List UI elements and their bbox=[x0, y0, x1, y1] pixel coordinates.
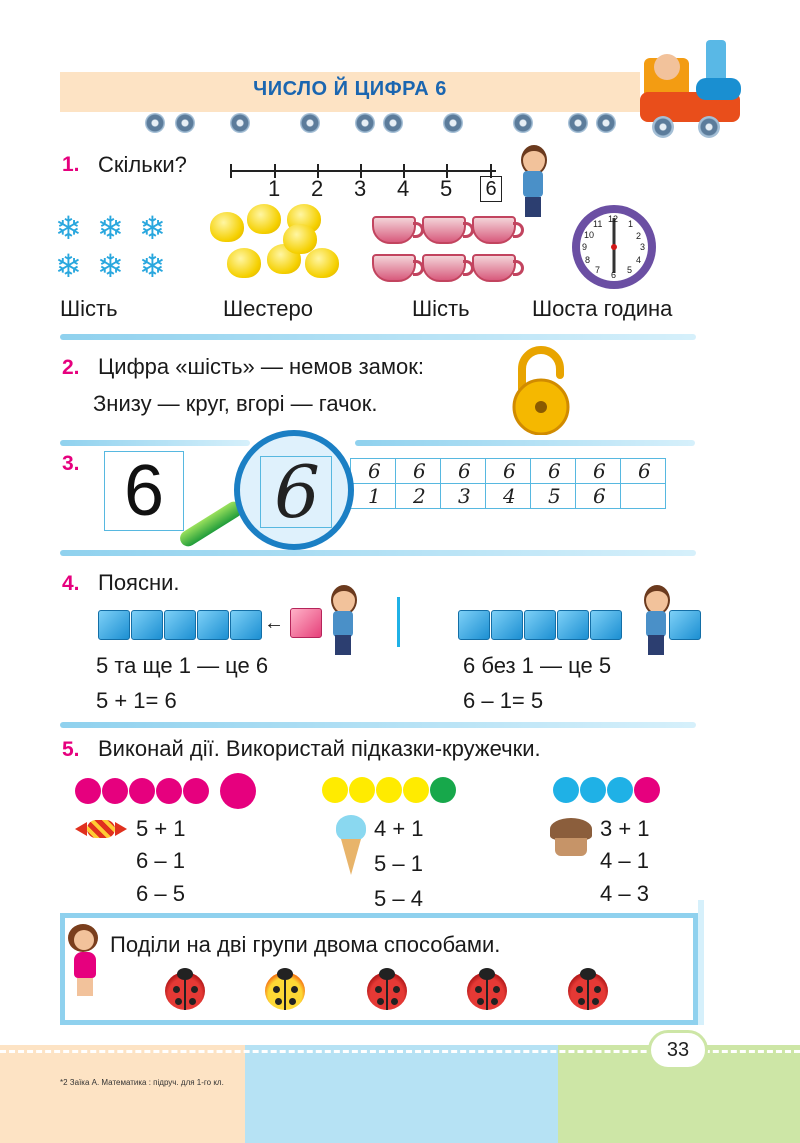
copy-digit: 6 bbox=[593, 459, 606, 483]
clock-number: 1 bbox=[628, 219, 634, 229]
hint-dots-3 bbox=[553, 777, 673, 805]
label-six-oclock: Шоста година bbox=[532, 296, 673, 321]
magnifier-icon bbox=[172, 430, 362, 555]
vertical-divider bbox=[397, 597, 400, 647]
label-six-chicks: Шестеро bbox=[223, 296, 313, 321]
ex5-col3-expr: 4 – 1 bbox=[600, 848, 649, 873]
numberline-tick-label: 3 bbox=[354, 176, 367, 201]
ladybug-icon bbox=[367, 972, 407, 1010]
hint-dots-2 bbox=[322, 777, 482, 805]
clock-number: 12 bbox=[608, 214, 619, 224]
label-six-cups: Шість bbox=[412, 296, 470, 321]
ex5-number: 5. bbox=[62, 738, 80, 761]
cups-group bbox=[370, 214, 530, 289]
numberline-boxed-label: 6 bbox=[480, 176, 502, 202]
ex4-number: 4. bbox=[62, 572, 80, 595]
boy-illustration bbox=[515, 145, 555, 220]
ex5-col3-expr: 3 + 1 bbox=[600, 816, 650, 841]
ex5-col1-expr: 6 – 5 bbox=[136, 881, 185, 906]
ladybug-icon bbox=[165, 972, 205, 1010]
snowflakes-group: ❄ ❄ ❄ ❄ ❄ ❄ bbox=[55, 210, 166, 284]
chicks-group bbox=[205, 200, 345, 290]
magnified-digit: 6 bbox=[274, 450, 320, 534]
cubes-left bbox=[98, 610, 338, 645]
boy-illustration bbox=[638, 585, 678, 655]
section-divider bbox=[60, 550, 696, 556]
copy-digit: 6 bbox=[458, 459, 471, 483]
ladybugs-row bbox=[165, 968, 615, 1014]
clock-number: 5 bbox=[627, 265, 633, 275]
clock-number: 11 bbox=[593, 219, 603, 229]
numberline-tick-label: 2 bbox=[311, 176, 324, 201]
ex1-question: Скільки? bbox=[98, 152, 187, 177]
clock-number: 10 bbox=[584, 230, 595, 240]
numberline-tick-label: 4 bbox=[397, 176, 410, 201]
copy-digit: 5 bbox=[548, 484, 561, 508]
label-six-snowflakes: Шість bbox=[60, 296, 118, 321]
ex5-col2-expr: 4 + 1 bbox=[374, 816, 424, 841]
section-divider bbox=[60, 722, 696, 728]
bonus-box-accent bbox=[698, 900, 704, 1025]
arrow-icon: ← bbox=[264, 612, 284, 634]
numberline-tick-label: 5 bbox=[440, 176, 453, 201]
copy-digit: 2 bbox=[413, 484, 426, 508]
ex5-col2-expr: 5 – 1 bbox=[374, 851, 423, 876]
train-wheels bbox=[145, 113, 625, 135]
ladybug-icon bbox=[467, 972, 507, 1010]
cupcake-icon bbox=[548, 818, 594, 858]
page-number-badge: 33 bbox=[648, 1030, 708, 1070]
footer-band-orange bbox=[0, 1045, 245, 1143]
clock-number: 2 bbox=[636, 231, 642, 241]
section-divider bbox=[60, 334, 696, 340]
page-title: ЧИСЛО Й ЦИФРА 6 bbox=[253, 78, 447, 100]
girl-illustration bbox=[66, 924, 106, 999]
copy-digit: 6 bbox=[368, 459, 381, 483]
padlock-icon bbox=[508, 345, 574, 435]
clock-number: 9 bbox=[582, 242, 588, 252]
candy-icon bbox=[75, 818, 127, 840]
ex1-number: 1. bbox=[62, 153, 80, 176]
clock-number: 3 bbox=[640, 242, 646, 252]
ex5-prompt: Виконай дії. Використай підказки-кружечки. bbox=[98, 736, 541, 761]
ex5-col1-expr: 5 + 1 bbox=[136, 816, 186, 841]
ex2-line1: Цифра «шість» — немов замок: bbox=[98, 354, 424, 379]
clock-number: 6 bbox=[611, 270, 617, 280]
clock-number: 7 bbox=[595, 265, 601, 275]
bonus-text: Поділи на дві групи двома способами. bbox=[110, 932, 501, 957]
copy-digit: 3 bbox=[458, 484, 471, 508]
big-digit: 6 bbox=[123, 451, 165, 531]
copy-digit: 6 bbox=[503, 459, 516, 483]
copy-digit: 1 bbox=[368, 484, 381, 508]
ice-cream-icon bbox=[333, 815, 369, 877]
ex2-number: 2. bbox=[62, 356, 80, 379]
hint-dots-1 bbox=[75, 773, 265, 809]
ex2-line2: Знизу — круг, вгорі — гачок. bbox=[93, 391, 378, 416]
footer-band-blue bbox=[245, 1045, 558, 1143]
copy-digit: 6 bbox=[593, 484, 606, 508]
writing-grid bbox=[350, 458, 690, 510]
copy-digit: 6 bbox=[548, 459, 561, 483]
footer-note: *2 Заїка А. Математика : підруч. для 1-го кл. bbox=[60, 1078, 224, 1087]
clock-icon bbox=[570, 203, 658, 291]
ex4-right-line2: 6 – 1= 5 bbox=[463, 688, 544, 713]
copy-digit: 6 bbox=[413, 459, 426, 483]
ladybug-icon bbox=[265, 972, 305, 1010]
ex3-number: 3. bbox=[62, 452, 80, 475]
copy-digit: 6 bbox=[638, 459, 651, 483]
ex4-left-line2: 5 + 1= 6 bbox=[96, 688, 177, 713]
ex5-col3-expr: 4 – 3 bbox=[600, 881, 649, 906]
clock-number: 8 bbox=[585, 255, 591, 265]
ex4-left-line1: 5 та ще 1 — це 6 bbox=[96, 653, 269, 678]
ladybug-icon bbox=[568, 972, 608, 1010]
ex4-prompt: Поясни. bbox=[98, 570, 180, 595]
ex5-col2-expr: 5 – 4 bbox=[374, 886, 423, 911]
number-line bbox=[230, 160, 510, 205]
ex4-right-line1: 6 без 1 — це 5 bbox=[463, 653, 612, 678]
locomotive-illustration bbox=[636, 40, 751, 135]
section-divider bbox=[355, 440, 695, 446]
ex5-col1-expr: 6 – 1 bbox=[136, 848, 185, 873]
boy-illustration bbox=[325, 585, 365, 655]
copy-digit: 4 bbox=[503, 484, 516, 508]
clock-number: 4 bbox=[636, 255, 642, 265]
numberline-tick-label: 1 bbox=[268, 176, 281, 201]
